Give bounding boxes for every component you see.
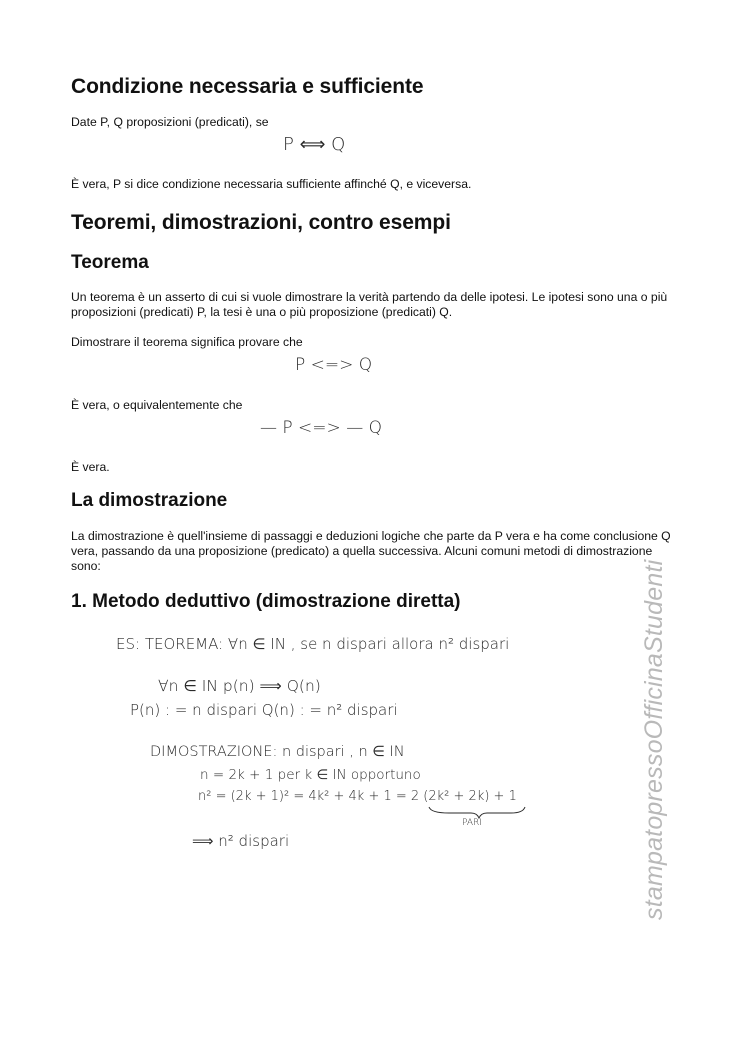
note-line-3: P(n) : = n dispari Q(n) : = n² dispari bbox=[130, 701, 398, 719]
heading-teorema: Teorema bbox=[71, 252, 149, 273]
note-line-4: DIMOSTRAZIONE: n dispari , n ∈ IN bbox=[150, 744, 405, 760]
pari-label: PARI bbox=[462, 818, 482, 828]
formula-p-equiv-q: P <=> Q bbox=[295, 355, 373, 375]
teorema-paragraph: Un teorema è un asserto di cui si vuole dimostrare la verità partendo da delle ipotesi. Le ipotesi sono una o più proposizioni (predicati) P, la tesi è una o più proposizione (predicati) Q. bbox=[71, 290, 668, 319]
heading-metodo-deduttivo: 1. Metodo deduttivo (dimostrazione diretta) bbox=[71, 591, 461, 612]
note-line-1: ES: TEOREMA: ∀n ∈ IN , se n dispari allora n² dispari bbox=[116, 635, 510, 653]
note-line-5: n = 2k + 1 per k ∈ IN opportuno bbox=[200, 767, 421, 783]
heading-teoremi: Teoremi, dimostrazioni, contro esempi bbox=[71, 211, 451, 234]
heading-condizione: Condizione necessaria e sufficiente bbox=[71, 75, 424, 98]
underbrace-shape bbox=[427, 805, 527, 819]
note-line-6: n² = (2k + 1)² = 4k² + 4k + 1 = 2 (2k² + 2k) + 1 bbox=[198, 789, 517, 804]
note-line-7: ⟹ n² dispari bbox=[192, 832, 290, 850]
conclusion-text: È vera, P si dice condizione necessaria sufficiente affinché Q, e viceversa. bbox=[71, 177, 472, 191]
formula-not-p-equiv-not-q: — P <=> — Q bbox=[260, 418, 382, 438]
watermark-text: stampatopressoOfficinaStudenti bbox=[640, 559, 668, 920]
heading-dimostrazione: La dimostrazione bbox=[71, 490, 228, 511]
vera-text: È vera. bbox=[71, 460, 110, 474]
equiv-line: È vera, o equivalentemente che bbox=[71, 398, 243, 412]
dimostrazione-paragraph: La dimostrazione è quell'insieme di passaggi e deduzioni logiche che parte da P vera e ha come conclusione Q vera, passando da una proposizione (predicato) a quella successiva. Alcuni comuni metodi di dimostrazione sono: bbox=[71, 529, 671, 573]
note-line-2: ∀n ∈ IN p(n) ⟹ Q(n) bbox=[158, 677, 321, 695]
prove-line: Dimostrare il teorema significa provare che bbox=[71, 335, 303, 349]
formula-p-iff-q: P ⟺ Q bbox=[283, 134, 346, 155]
intro-text: Date P, Q proposizioni (predicati), se bbox=[71, 115, 269, 129]
